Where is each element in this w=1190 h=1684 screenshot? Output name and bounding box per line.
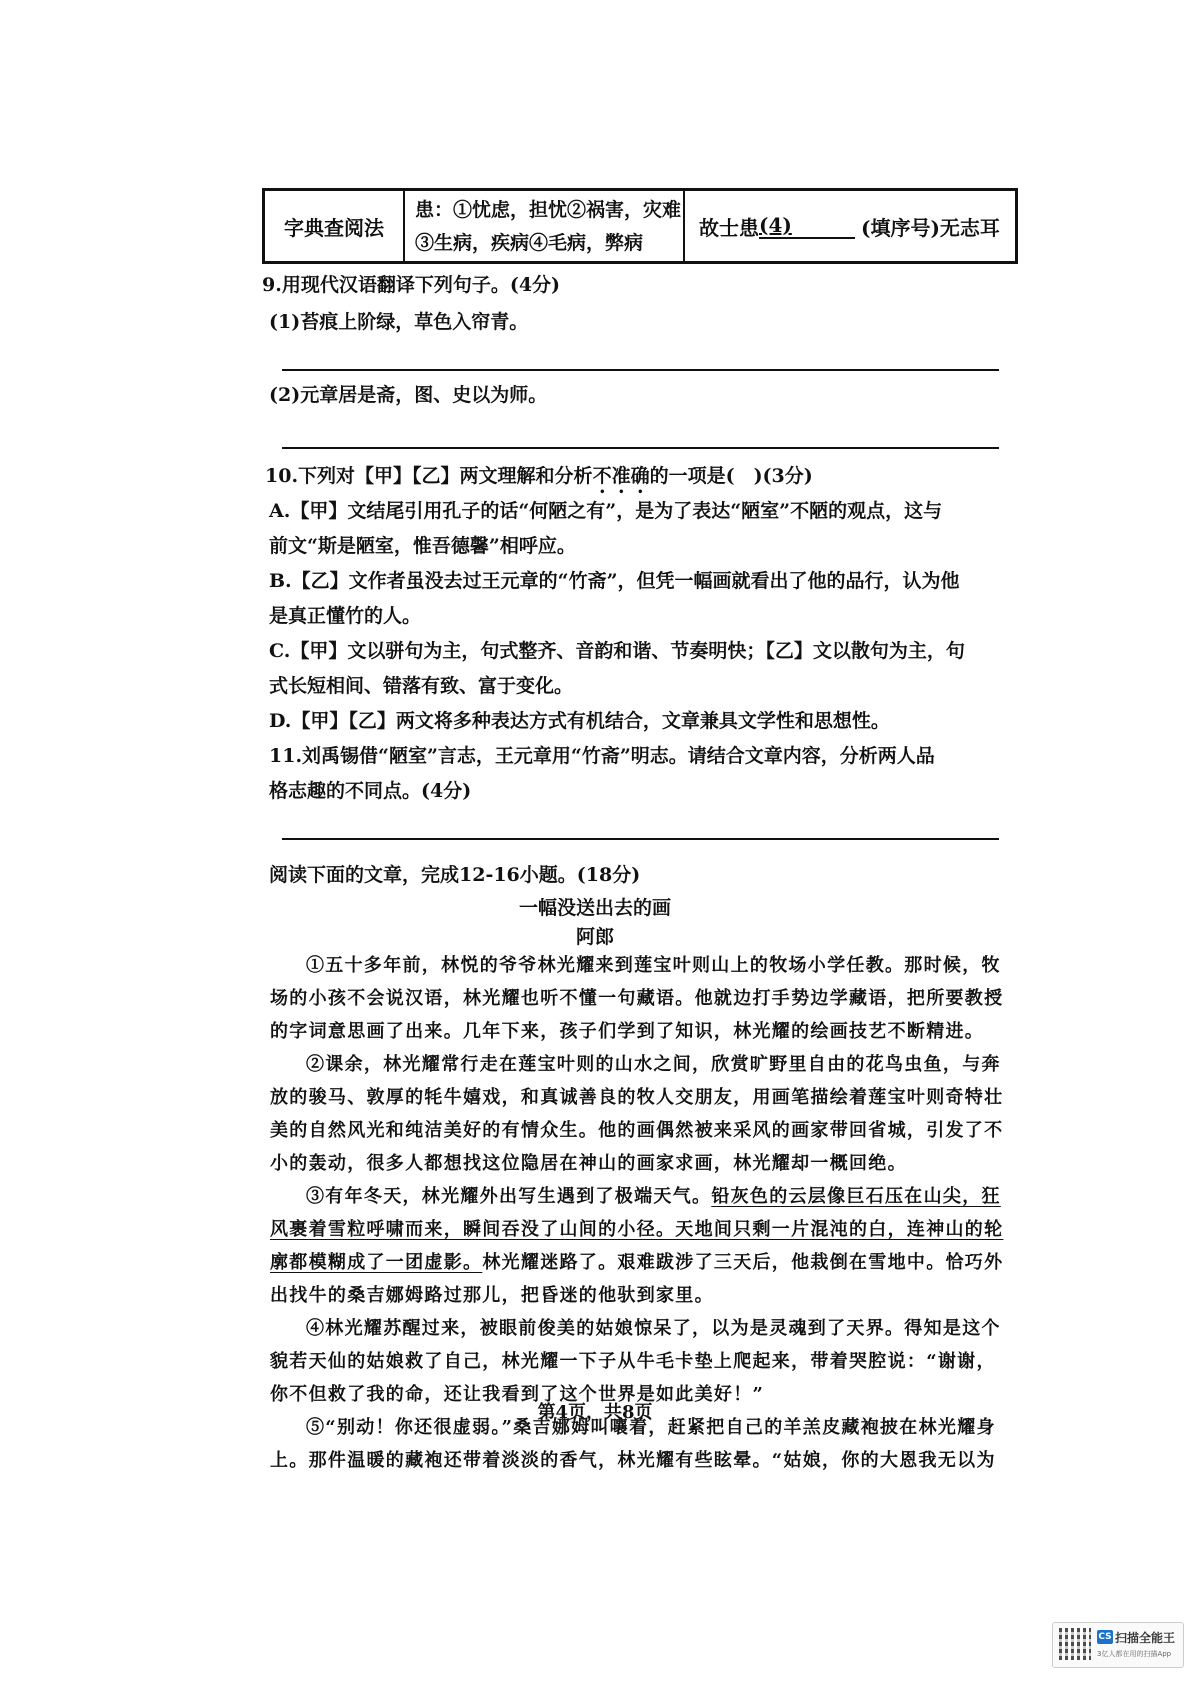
answer-line	[282, 369, 999, 371]
paragraph-5: ⑤“别动！你还很虚弱。”桑吉娜姆叫嚷着，赶紧把自己的羊羔皮藏袍披在林光耀身上。那件温暖的藏袍还带着淡淡的香气，林光耀有些眩晕。“姑娘，你的大恩我无以为	[270, 1417, 996, 1471]
question-11-line-1: 11.刘禹锡借“陋室”言志，王元章用“竹斋”明志。请结合文章内容，分析两人品	[269, 745, 935, 767]
qr-code-overlay	[1059, 1628, 1091, 1660]
answer-blank	[759, 213, 855, 239]
question-11-line-2: 格志趣的不同点。(4分)	[269, 780, 472, 802]
question-9-item-1: (1)苔痕上阶绿，草色入帘青。	[269, 311, 529, 333]
article-author: 阿郎	[575, 926, 614, 948]
method-label: 字典查阅法	[284, 215, 384, 240]
sentence-note: (填序号)无志耳	[861, 215, 1000, 240]
cs-badge: CS	[1098, 1632, 1112, 1642]
option-b-line-2: 是真正懂竹的人。	[269, 605, 422, 627]
sentence-cell	[687, 191, 1015, 261]
question-9-title: 9.用现代汉语翻译下列句子。(4分)	[262, 274, 561, 296]
paragraph-1: ①五十多年前，林悦的爷爷林光耀来到莲宝叶则山上的牧场小学任教。那时候，牧场的小孩不会说汉语，林光耀也听不懂一句藏语。他就边打手势边学藏语，把所要教授的字词意思画了出来。几年下来，孩子们学到了知识，林光耀的绘画技艺不断精进。	[270, 955, 1004, 1042]
option-b-line-1: B.【乙】文作者虽没去过王元章的“竹斋”，但凭一幅画就看出了他的品行，认为他	[269, 570, 960, 592]
paragraph-4: ④林光耀苏醒过来，被眼前俊美的姑娘惊呆了，以为是灵魂到了天界。得知是这个貌若天仙的姑娘救了自己，林光耀一下子从牛毛卡垫上爬起来，带着哭腔说：“谢谢，你不但救了我的命，还让我看到了这个世界是如此美好！”	[270, 1318, 1001, 1405]
answer-line	[282, 447, 999, 449]
definition-cell	[405, 191, 685, 261]
sentence-prefix: 故士患	[699, 215, 759, 240]
paragraph-3	[270, 1180, 1005, 1312]
p3-end: 林光耀迷路了。艰难跋涉了三天后，他栽倒在雪地中。恰巧外出找牛的桑吉娜姆路过那儿，把昏迷的他驮到家里。	[270, 1252, 1004, 1306]
question-9-item-2: (2)元章居是斋，图、史以为师。	[269, 384, 548, 406]
option-a-line-1: A.【甲】文结尾引用孔子的话“何陋之有”，是为了表达“陋室”不陋的观点，这与	[269, 500, 943, 522]
option-c-line-1: C.【甲】文以骈句为主，句式整齐、音韵和谐、节奏明快；【乙】文以散句为主，句	[269, 640, 965, 662]
option-d-line-1: D.【甲】【乙】两文将多种表达方式有机结合，文章兼具文学性和思想性。	[269, 710, 890, 732]
paragraph-2: ②课余，林光耀常行走在莲宝叶则的山水之间，欣赏旷野里自由的花鸟虫鱼，与奔放的骏马、敦厚的牦牛嬉戏，和真诚善良的牧人交朋友，用画笔描绘着莲宝叶则奇特壮美的自然风光和纯洁美好的有情众生。他的画偶然被来采风的画家带回省城，引发了不小的轰动，很多人都想找这位隐居在神山的画家求画，林光耀却一概回绝。	[270, 1054, 1004, 1174]
p3-start: ③有年冬天，林光耀外出写生遇到了极端天气。	[306, 1186, 712, 1207]
answer-text: (4)	[759, 213, 792, 237]
q10-title-after: 的一项是( )(3分)	[649, 465, 813, 487]
dictionary-table	[262, 188, 1018, 264]
article-title: 一幅没送出去的画	[518, 897, 671, 919]
p3-underlined: 铅灰色的云层像巨石压在山尖，狂风裹着雪粒呼啸而来，瞬间吞没了山间的小径。天地间只剩一片混沌的白，连神山的轮廓都模糊成了一团虚影。	[270, 1186, 1004, 1273]
watermark-tagline: 3亿人都在用的扫描App	[1097, 1650, 1172, 1658]
method-cell	[265, 191, 405, 261]
scanner-watermark	[1052, 1622, 1184, 1668]
watermark-name: 扫描全能王	[1115, 1631, 1176, 1645]
page-number: 第4页，共8页	[537, 1402, 653, 1423]
question-10-title	[265, 459, 813, 498]
q10-title-emphasis: 不准确	[592, 465, 650, 487]
q10-title-before: 10.下列对【甲】【乙】两文理解和分析	[265, 465, 593, 487]
reading-intro: 阅读下面的文章，完成12-16小题。(18分)	[269, 864, 641, 886]
definition-line: ③生病，疾病④毛病，弊病	[415, 232, 644, 254]
definition-line: 患：①忧虑，担忧②祸害，灾难	[415, 199, 682, 221]
option-a-line-2: 前文“斯是陋室，惟吾德馨”相呼应。	[269, 535, 576, 557]
answer-line	[282, 838, 999, 840]
option-c-line-2: 式长短相间、错落有致、富于变化。	[269, 675, 574, 697]
